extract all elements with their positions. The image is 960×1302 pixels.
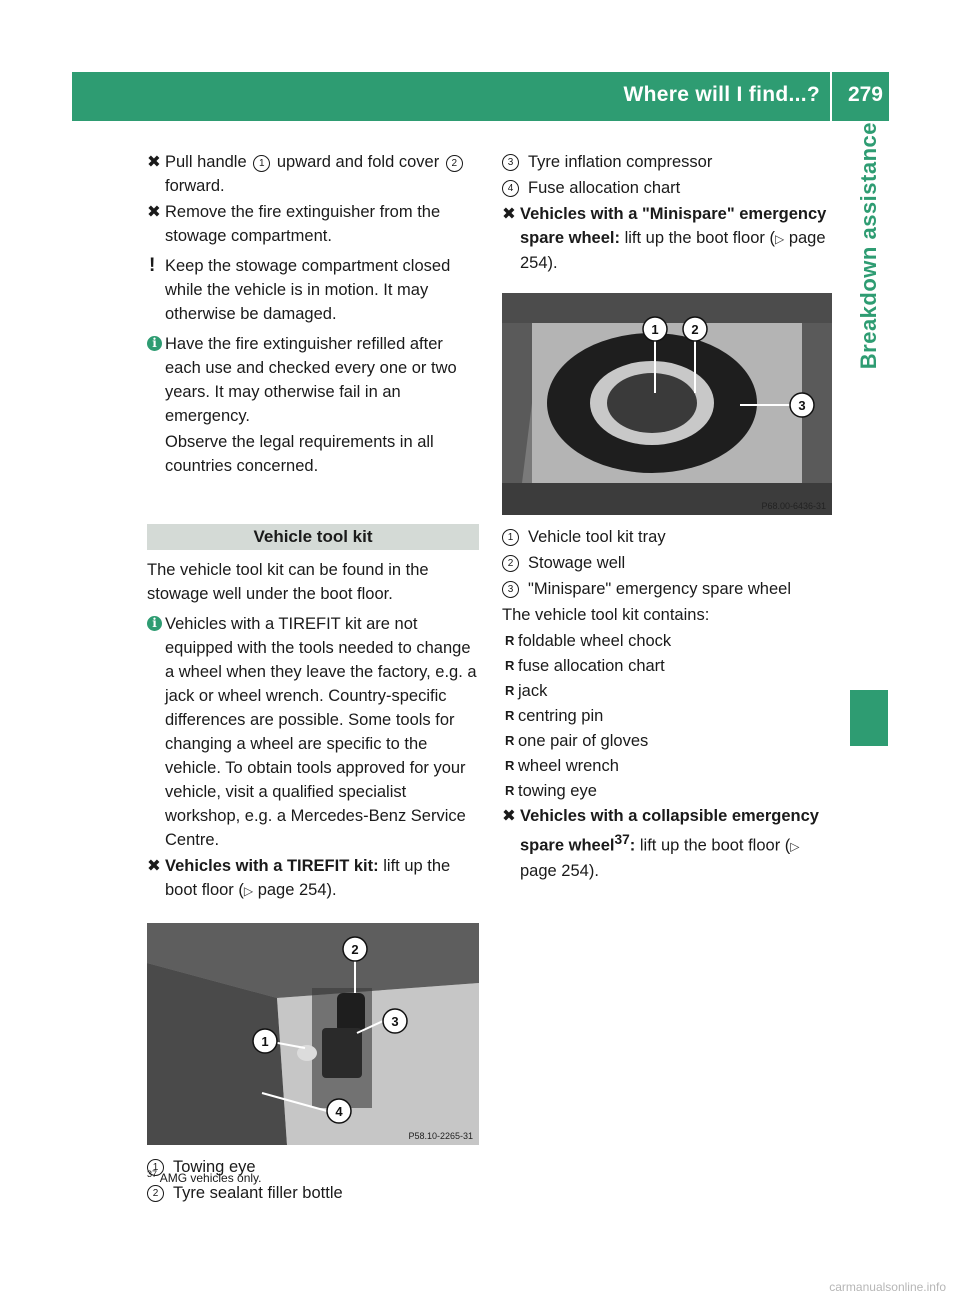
callout-4-icon: 4: [502, 180, 519, 197]
svg-text:2: 2: [691, 322, 699, 337]
legend-item: 1 Vehicle tool kit tray: [502, 525, 832, 549]
list-item: R jack: [502, 679, 832, 703]
step-collapsible: ✖ Vehicles with a collapsible emergency spare wheel$^{37}$: lift up the boot floor (▷ page 254).: [502, 804, 832, 883]
callout-1-icon: 1: [502, 529, 519, 546]
step-arrow-icon: ✖: [502, 807, 516, 825]
page-ref-link[interactable]: page 254).: [520, 861, 599, 880]
page-ref-icon: ▷: [774, 232, 785, 246]
warning-note: ! Keep the stowage compartment closed while the vehicle is in motion. It may otherwise be damaged.: [149, 255, 451, 323]
step-remove-extinguisher: ✖ Remove the fire extinguisher from the stowage compartment.: [147, 200, 479, 248]
step-arrow-icon: ✖: [147, 203, 161, 221]
legend-item: 3 Tyre inflation compressor: [502, 150, 832, 174]
header-bar: [72, 72, 889, 121]
warning-icon: !: [149, 255, 156, 276]
bullet-icon: R: [505, 783, 515, 798]
watermark: carmanualsonline.info: [829, 1280, 946, 1294]
list-item: R towing eye: [502, 779, 832, 803]
svg-text:1: 1: [261, 1034, 269, 1049]
list-item: R one pair of gloves: [502, 729, 832, 753]
bullet-icon: R: [505, 708, 515, 723]
list-item: R centring pin: [502, 704, 832, 728]
photo-tirefit-stowage: [147, 923, 479, 1145]
step-arrow-icon: ✖: [147, 153, 161, 171]
svg-text:2: 2: [351, 942, 359, 957]
step-tirefit: ✖ Vehicles with a TIREFIT kit: lift up the boot floor (▷ page 254).: [147, 854, 479, 903]
legend-item: 2 Stowage well: [502, 551, 832, 575]
photo-illustration: [147, 923, 479, 1145]
step-arrow-icon: ✖: [502, 205, 516, 223]
info-icon: i: [147, 336, 162, 351]
page-ref-icon: ▷: [790, 839, 800, 854]
callout-2-icon: 2: [502, 555, 519, 572]
side-tab-label: Breakdown assistance: [856, 122, 881, 370]
step-arrow-icon: ✖: [147, 857, 161, 875]
callout-1-icon: 1: [147, 1159, 164, 1176]
step-minispare: ✖ Vehicles with a "Minispare" emergency spare wheel: lift up the boot floor (▷ page 254).: [502, 202, 832, 275]
step-pull-handle: ✖ Pull handle 1 upward and fold cover 2 forward.: [147, 150, 479, 198]
header-title: Where will I find...?: [623, 83, 820, 106]
header-divider: [830, 72, 832, 121]
photo-minispare-stowage: [502, 293, 832, 515]
legend-item: 3 "Minispare" emergency spare wheel: [502, 577, 832, 601]
callout-3-icon: 3: [502, 154, 519, 171]
bullet-icon: R: [505, 658, 515, 673]
intro-paragraph: The vehicle tool kit can be found in the stowage well under the boot floor.: [147, 561, 429, 603]
bullet-icon: R: [505, 733, 515, 748]
list-item: R foldable wheel chock: [502, 629, 832, 653]
page-ref-link[interactable]: page 254).: [257, 881, 337, 899]
callout-2-icon: 2: [147, 1185, 164, 1202]
footnote-ref[interactable]: 37: [614, 832, 630, 847]
page-ref-link[interactable]: page 254).: [520, 229, 826, 272]
page-number: 279: [847, 83, 883, 106]
svg-text:1: 1: [651, 322, 659, 337]
bullet-icon: R: [505, 683, 515, 698]
callout-3-icon: 3: [502, 581, 519, 598]
svg-text:3: 3: [391, 1014, 399, 1029]
legend-item: 4 Fuse allocation chart: [502, 176, 832, 200]
info-note: i Have the fire extinguisher refilled after each use and checked every one or two years. It may otherwise fail in an emergency. Observe the legal requirements in all countries concerned.: [147, 332, 479, 478]
svg-text:3: 3: [798, 398, 806, 413]
side-tab-marker: [850, 690, 888, 746]
photo-illustration: [502, 293, 832, 515]
list-item: R fuse allocation chart: [502, 654, 832, 678]
callout-2-icon: 2: [446, 155, 463, 172]
footnote: $^{37}$ AMG vehicles only.: [147, 1169, 262, 1185]
legend-item: 1 Towing eye: [147, 1155, 479, 1179]
photo-code: P68.00-6436-31: [761, 501, 826, 511]
legend-item: 2 Tyre sealant filler bottle: [147, 1181, 479, 1205]
left-column: [147, 150, 479, 1207]
info-icon: i: [147, 616, 162, 631]
page-ref-icon: ▷: [243, 884, 254, 898]
right-column: [502, 150, 832, 885]
photo-code: P58.10-2265-31: [408, 1131, 473, 1141]
footnote-number: 37: [147, 1169, 158, 1179]
section-title: Vehicle tool kit: [147, 524, 479, 550]
bullet-icon: R: [505, 633, 515, 648]
callout-1-icon: 1: [253, 155, 270, 172]
list-item: R wheel wrench: [502, 754, 832, 778]
svg-text:4: 4: [335, 1104, 343, 1119]
contents-intro: The vehicle tool kit contains:: [502, 606, 710, 624]
bullet-icon: R: [505, 758, 515, 773]
info-note-tirefit: i Vehicles with a TIREFIT kit are not equipped with the tools needed to change a wheel when they leave the factory, e.g. a jack or wheel wrench. Country-specific differences are possible. Some tools for changing a wheel are specific to the vehicle. To obtain tools approved for your vehicle, visit a qualified specialist workshop, e.g. a Mercedes-Benz Service Centre.: [147, 612, 479, 852]
